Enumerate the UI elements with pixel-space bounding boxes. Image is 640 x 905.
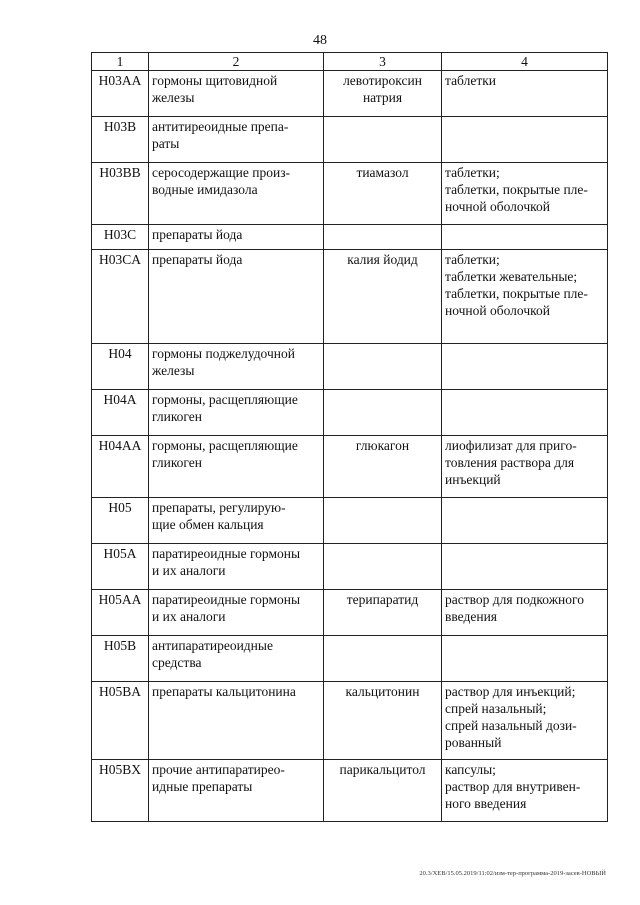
drug-name-cell <box>324 163 442 225</box>
drug-name-line: парикальцитол <box>339 762 426 777</box>
atc-code-cell: H03CA <box>92 250 149 344</box>
group-name-cell <box>149 344 324 390</box>
drug-name-line: тиамазол <box>356 165 409 180</box>
atc-code-cell: H04 <box>92 344 149 390</box>
dosage-form-line: спрей назальный; <box>445 701 547 716</box>
dosage-form-line: ночной оболочкой <box>445 199 550 214</box>
group-name-line: средства <box>152 655 202 670</box>
drug-name-cell <box>324 636 442 682</box>
dosage-form-cell <box>442 117 608 163</box>
table-header-row <box>92 53 608 71</box>
drug-name-cell <box>324 590 442 636</box>
dosage-form-cell <box>442 344 608 390</box>
dosage-form-cell <box>442 436 608 498</box>
table-row <box>92 163 608 225</box>
atc-code-cell: H03B <box>92 117 149 163</box>
table-row <box>92 544 608 590</box>
dosage-form-cell <box>442 390 608 436</box>
drug-name-line: калия йодид <box>347 252 418 267</box>
dosage-form-cell <box>442 163 608 225</box>
table-row <box>92 225 608 250</box>
group-name-line: антитиреоидные препа- <box>152 119 289 134</box>
group-name-line: паратиреоидные гормоны <box>152 546 301 561</box>
dosage-form-cell <box>442 590 608 636</box>
group-name-cell <box>149 682 324 760</box>
group-name-line: препараты йода <box>152 252 243 267</box>
table-row <box>92 117 608 163</box>
group-name-line: идные препараты <box>152 779 253 794</box>
drug-name-line: кальцитонин <box>345 684 420 699</box>
table-row <box>92 250 608 344</box>
atc-code-cell: H05B <box>92 636 149 682</box>
table-row <box>92 636 608 682</box>
group-name-line: антипаратиреоидные <box>152 638 273 653</box>
group-name-cell <box>149 498 324 544</box>
group-name-line: паратиреоидные гормоны <box>152 592 301 607</box>
group-name-line: препараты кальцитонина <box>152 684 296 699</box>
drug-name-line: натрия <box>362 90 403 105</box>
group-name-line: серосодержащие произ- <box>152 165 291 180</box>
dosage-form-line: товления раствора для <box>445 455 575 470</box>
dosage-form-line: лиофилизат для приго- <box>445 438 577 453</box>
document-footer: 20.3/ХЕВ/15.05.2019/11:02/изм-тер-программа-2019-засев-НОВЫЙ <box>419 870 606 877</box>
group-name-line: гормоны, расщепляющие <box>152 438 298 453</box>
drug-name-cell <box>324 498 442 544</box>
group-name-line: железы <box>152 90 195 105</box>
header-cell-2: 2 <box>149 53 324 71</box>
atc-code-cell: H03AA <box>92 71 149 117</box>
group-name-cell <box>149 544 324 590</box>
atc-code-cell: H05AA <box>92 590 149 636</box>
dosage-form-line: рованный <box>445 735 502 750</box>
header-cell-1: 1 <box>92 53 149 71</box>
atc-code-cell: H05BX <box>92 760 149 822</box>
dosage-form-cell <box>442 760 608 822</box>
dosage-form-line: таблетки, покрытые пле- <box>445 286 588 301</box>
atc-code-cell: H05 <box>92 498 149 544</box>
group-name-line: и их аналоги <box>152 563 226 578</box>
group-name-cell <box>149 250 324 344</box>
atc-code-cell: H04A <box>92 390 149 436</box>
drug-name-line: глюкагон <box>355 438 410 453</box>
group-name-cell <box>149 117 324 163</box>
dosage-form-cell <box>442 225 608 250</box>
group-name-line: препараты, регулирую- <box>152 500 286 515</box>
table-row <box>92 344 608 390</box>
dosage-form-line: инъекций <box>445 472 501 487</box>
drug-name-cell <box>324 71 442 117</box>
dosage-form-line: раствор для внутривен- <box>445 779 581 794</box>
drug-name-line: терипаратид <box>346 592 419 607</box>
atc-code-cell: H05BA <box>92 682 149 760</box>
header-cell-3: 3 <box>324 53 442 71</box>
dosage-form-line: таблетки жевательные; <box>445 269 578 284</box>
group-name-line: гормоны поджелудочной <box>152 346 295 361</box>
table-row <box>92 390 608 436</box>
table-row <box>92 436 608 498</box>
dosage-form-line: таблетки; <box>445 165 500 180</box>
dosage-form-line: таблетки, покрытые пле- <box>445 182 588 197</box>
header-cell-4: 4 <box>442 53 608 71</box>
dosage-form-line: раствор для инъекций; <box>445 684 576 699</box>
drug-name-cell <box>324 390 442 436</box>
group-name-cell <box>149 636 324 682</box>
group-name-line: гликоген <box>152 409 203 424</box>
group-name-line: раты <box>152 136 180 151</box>
group-name-line: гормоны, расщепляющие <box>152 392 298 407</box>
drug-name-cell <box>324 117 442 163</box>
drug-name-cell <box>324 344 442 390</box>
drug-name-cell <box>324 436 442 498</box>
table-row <box>92 682 608 760</box>
group-name-cell <box>149 225 324 250</box>
dosage-form-cell <box>442 636 608 682</box>
dosage-form-line: таблетки <box>445 73 497 88</box>
dosage-form-cell <box>442 71 608 117</box>
drug-name-line: левотироксин <box>343 73 422 88</box>
atc-code-cell: H03BB <box>92 163 149 225</box>
dosage-form-line: ночной оболочкой <box>445 303 550 318</box>
group-name-line: гликоген <box>152 455 203 470</box>
dosage-form-line: раствор для подкожного <box>445 592 584 607</box>
table-row <box>92 760 608 822</box>
dosage-form-line: спрей назальный дози- <box>445 718 577 733</box>
drug-name-cell <box>324 682 442 760</box>
atc-code-cell: H04AA <box>92 436 149 498</box>
group-name-cell <box>149 760 324 822</box>
group-name-line: водные имидазола <box>152 182 258 197</box>
group-name-cell <box>149 390 324 436</box>
group-name-line: гормоны щитовидной <box>152 73 278 88</box>
drug-name-cell <box>324 225 442 250</box>
drug-name-cell <box>324 250 442 344</box>
dosage-form-line: капсулы; <box>445 762 496 777</box>
dosage-form-line: введения <box>445 609 498 624</box>
table-row <box>92 590 608 636</box>
group-name-cell <box>149 436 324 498</box>
group-name-cell <box>149 163 324 225</box>
dosage-form-cell <box>442 250 608 344</box>
drug-name-cell <box>324 760 442 822</box>
dosage-form-cell <box>442 498 608 544</box>
table-row <box>92 71 608 117</box>
atc-code-cell: H03C <box>92 225 149 250</box>
group-name-cell <box>149 590 324 636</box>
group-name-line: щие обмен кальция <box>152 517 264 532</box>
group-name-line: железы <box>152 363 195 378</box>
dosage-form-cell <box>442 544 608 590</box>
page-number: 48 <box>313 33 327 48</box>
table-row <box>92 498 608 544</box>
group-name-line: и их аналоги <box>152 609 226 624</box>
dosage-form-cell <box>442 682 608 760</box>
drug-name-cell <box>324 544 442 590</box>
group-name-line: препараты йода <box>152 227 243 242</box>
table-body <box>92 53 608 822</box>
dosage-form-line: таблетки; <box>445 252 500 267</box>
atc-code-cell: H05A <box>92 544 149 590</box>
group-name-line: прочие антипаратирео- <box>152 762 285 777</box>
group-name-cell <box>149 71 324 117</box>
drug-table <box>91 52 608 822</box>
dosage-form-line: ного введения <box>445 796 527 811</box>
